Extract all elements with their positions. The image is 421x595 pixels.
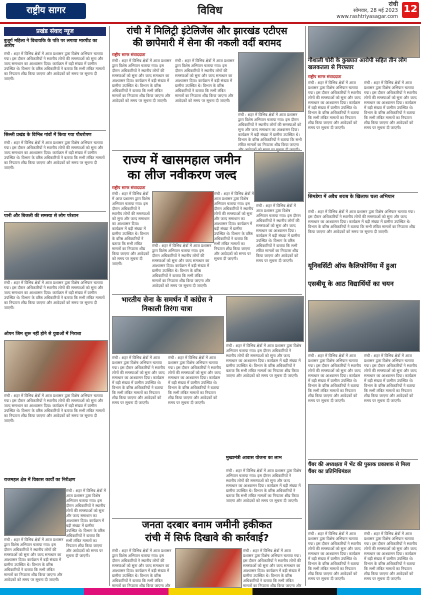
main-headline-line1: राज्य में खासमहाल जमीन: [123, 152, 241, 167]
university-story-body: रांची : शहर में विभिन्न क्षेत्रों में आज प्रशासन द्वारा विशेष अभियान चलाया गया। इस दौरान अधिकारियों ने स्थानीय लोगों की समस्याओं को सुना और जल्द समाधान का आश्वासन दिया। कार्यक्रम में बड़ी संख्या में ग्रामीण उपस्थित थे। विभाग के वरिष्ठ अधिकारियों ने बताया कि सभी लंबित मामलों का निपटारा शीघ्र किया जाएगा और आवेदकों को समय पर सूचना दी जाएगी।: [364, 353, 417, 403]
university-headline-line1: यूनिवर्सिटी ऑफ कैलिफोर्निया में हुआ: [308, 262, 397, 270]
top-headline-line2: की छापेमारी में सेना की नकली वर्दी बरामद: [132, 38, 282, 49]
column-divider: [305, 26, 306, 586]
divider: [4, 130, 106, 131]
university-story-body: रांची : शहर में विभिन्न क्षेत्रों में आज प्रशासन द्वारा विशेष अभियान चलाया गया। इस दौरान अधिकारियों ने स्थानीय लोगों की समस्याओं को सुना और जल्द समाधान का आश्वासन दिया। कार्यक्रम में बड़ी संख्या में ग्रामीण उपस्थित थे। विभाग के वरिष्ठ अधिकारियों ने बताया कि सभी लंबित मामलों का निपटारा शीघ्र किया जाएगा और आवेदकों को समय पर सूचना दी जाएगी।: [308, 353, 361, 403]
main-story-body: रांची : शहर में विभिन्न क्षेत्रों में आज प्रशासन द्वारा विशेष अभियान चलाया गया। इस दौरान अधिकारियों ने स्थानीय लोगों की समस्याओं को सुना और जल्द समाधान का आश्वासन दिया। कार्यक्रम में बड़ी संख्या में ग्रामीण उपस्थित थे। विभाग के वरिष्ठ अधिकारियों ने बताया कि सभी लंबित मामलों का निपटारा शीघ्र किया जाएगा और आवेदकों को समय पर सूचना दी जाएगी।: [214, 191, 254, 261]
left-story-headline: ओपन जिम शुरू नहीं होने से युवाओं में निराशा: [4, 332, 82, 337]
bottom-headline-line1: जनता दरबार बनाम जमीनी हकीकत: [142, 520, 272, 531]
date-text: सोमवार, 28 मई 2023: [353, 8, 398, 14]
left-story-photo: [4, 222, 108, 280]
right-top-photo: [308, 26, 420, 58]
top-story-body: रांची : शहर में विभिन्न क्षेत्रों में आज प्रशासन द्वारा विशेष अभियान चलाया गया। इस दौरान अधिकारियों ने स्थानीय लोगों की समस्याओं को सुना और जल्द समाधान का आश्वासन दिया। कार्यक्रम में बड़ी संख्या में ग्रामीण उपस्थित थे। विभाग के वरिष्ठ अधिकारियों ने बताया कि सभी लंबित मामलों का निपटारा शीघ्र किया जाएगा और आवेदकों को समय पर सूचना दी जाएगी।: [112, 58, 172, 103]
right-mid-headline: सिमडेगा में अवैध शराब के खिलाफ चला अभियान: [308, 195, 395, 200]
bottom-headline-line2: रांची में सिर्फ दिखावे की कार्रवाई?: [145, 533, 269, 544]
mid-headline: मुख्यमंत्री आवास योजना का लाभ: [226, 456, 282, 461]
city-name: रांची: [388, 1, 398, 8]
divider: [112, 294, 302, 295]
main-story-body: रांची : शहर में विभिन्न क्षेत्रों में आज प्रशासन द्वारा विशेष अभियान चलाया गया। इस दौरान अधिकारियों ने स्थानीय लोगों की समस्याओं को सुना और जल्द समाधान का आश्वासन दिया। कार्यक्रम में बड़ी संख्या में ग्रामीण उपस्थित थे। विभाग के वरिष्ठ अधिकारियों ने बताया कि सभी लंबित मामलों का निपटारा शीघ्र किया जाएगा और आवेदकों को समय पर सूचना दी जाएगी।: [256, 203, 301, 263]
rally-photo: [226, 296, 304, 342]
right-story-body: रांची : शहर में विभिन्न क्षेत्रों में आज प्रशासन द्वारा विशेष अभियान चलाया गया। इस दौरान अधिकारियों ने स्थानीय लोगों की समस्याओं को सुना और जल्द समाधान का आश्वासन दिया। कार्यक्रम में बड़ी संख्या में ग्रामीण उपस्थित थे। विभाग के वरिष्ठ अधिकारियों ने बताया कि सभी लंबित मामलों का निपटारा शीघ्र किया जाएगा और आवेदकों को समय पर सूचना दी जाएगी।: [308, 80, 361, 130]
newspaper-brand: राष्ट्रीय सागर: [6, 3, 86, 19]
top-story-body: रांची : शहर में विभिन्न क्षेत्रों में आज प्रशासन द्वारा विशेष अभियान चलाया गया। इस दौरान अधिकारियों ने स्थानीय लोगों की समस्याओं को सुना और जल्द समाधान का आश्वासन दिया। कार्यक्रम में बड़ी संख्या में ग्रामीण उपस्थित थे। विभाग के वरिष्ठ अधिकारियों ने बताया कि सभी लंबित मामलों का निपटारा शीघ्र किया जाएगा और आवेदकों को समय पर सूचना दी जाएगी।: [175, 58, 235, 103]
right-low-headline: चैंबर की अध्यक्षता में भेंट की पुस्तक प्रकाशक से मिला चैंबर का प्रतिनिधिमंडल: [308, 462, 411, 475]
divider: [4, 211, 106, 212]
section-title: विविध: [197, 4, 223, 17]
left-column-header: प्रखंड संवाद न्यूज: [4, 27, 106, 36]
mid-story-body: रांची : शहर में विभिन्न क्षेत्रों में आज प्रशासन द्वारा विशेष अभियान चलाया गया। इस दौरान अधिकारियों ने स्थानीय लोगों की समस्याओं को सुना और जल्द समाधान का आश्वासन दिया। कार्यक्रम में बड़ी संख्या में ग्रामीण उपस्थित थे। विभाग के वरिष्ठ अधिकारियों ने बताया कि सभी लंबित मामलों का निपटारा शीघ्र किया जाएगा और आवेदकों को समय पर सूचना दी जाएगी।: [226, 468, 302, 503]
left-story-headline: बुजुर्ग महिला ने विधायकि के पति पर लगाया मारपीट का आरोप: [4, 39, 98, 50]
main-story-photo: [152, 191, 214, 243]
university-headline-line2: एसबीयू के आठ विद्यार्थियों का चयन: [308, 280, 394, 288]
divider: [112, 150, 302, 151]
right-story-body: रांची : शहर में विभिन्न क्षेत्रों में आज प्रशासन द्वारा विशेष अभियान चलाया गया। इस दौरान अधिकारियों ने स्थानीय लोगों की समस्याओं को सुना और जल्द समाधान का आश्वासन दिया। कार्यक्रम में बड़ी संख्या में ग्रामीण उपस्थित थे। विभाग के वरिष्ठ अधिकारियों ने बताया कि सभी लंबित मामलों का निपटारा शीघ्र किया जाएगा और आवेदकों को समय पर सूचना दी जाएगी।: [364, 80, 417, 130]
left-story-body: रांची : शहर में विभिन्न क्षेत्रों में आज प्रशासन द्वारा विशेष अभियान चलाया गया। इस दौरान अधिकारियों ने स्थानीय लोगों की समस्याओं को सुना और जल्द समाधान का आश्वासन दिया। कार्यक्रम में बड़ी संख्या में ग्रामीण उपस्थित थे। विभाग के वरिष्ठ अधिकारियों ने बताया कि सभी लंबित मामलों का निपटारा शीघ्र किया जाएगा और आवेदकों को समय पर सूचना दी जाएगी।: [4, 393, 105, 423]
divider: [308, 192, 418, 193]
right-story-body: रांची : शहर में विभिन्न क्षेत्रों में आज प्रशासन द्वारा विशेष अभियान चलाया गया। इस दौरान अधिकारियों ने स्थानीय लोगों की समस्याओं को सुना और जल्द समाधान का आश्वासन दिया। कार्यक्रम में बड़ी संख्या में ग्रामीण उपस्थित थे। विभाग के वरिष्ठ अधिकारियों ने बताया कि सभी लंबित मामलों का निपटारा शीघ्र किया जाएगा और आवेदकों को समय पर सूचना दी जाएगी।: [308, 209, 416, 234]
divider: [112, 518, 302, 519]
second-story-body: रांची : शहर में विभिन्न क्षेत्रों में आज प्रशासन द्वारा विशेष अभियान चलाया गया। इस दौरान अधिकारियों ने स्थानीय लोगों की समस्याओं को सुना और जल्द समाधान का आश्वासन दिया। कार्यक्रम में बड़ी संख्या में ग्रामीण उपस्थित थे। विभाग के वरिष्ठ अधिकारियों ने बताया कि सभी लंबित मामलों का निपटारा शीघ्र किया जाएगा और आवेदकों को समय पर सूचना दी जाएगी।: [112, 355, 165, 405]
left-story-body: रांची : शहर में विभिन्न क्षेत्रों में आज प्रशासन द्वारा विशेष अभियान चलाया गया। इस दौरान अधिकारियों ने स्थानीय लोगों की समस्याओं को सुना और जल्द समाधान का आश्वासन दिया। कार्यक्रम में बड़ी संख्या में ग्रामीण उपस्थित थे। विभाग के वरिष्ठ अधिकारियों ने बताया कि सभी लंबित मामलों का निपटारा शीघ्र किया जाएगा और आवेदकों को समय पर सूचना दी जाएगी।: [4, 51, 105, 81]
bottom-story-body: रांची : शहर में विभिन्न क्षेत्रों में आज प्रशासन द्वारा विशेष अभियान चलाया गया। इस दौरान अधिकारियों ने स्थानीय लोगों की समस्याओं को सुना और जल्द समाधान का आश्वासन दिया। कार्यक्रम में बड़ी संख्या में ग्रामीण उपस्थित थे। विभाग के वरिष्ठ अधिकारियों ने बताया कि सभी लंबित मामलों का निपटारा शीघ्र किया जाएगा और: [112, 548, 172, 588]
top-story-body: रांची : शहर में विभिन्न क्षेत्रों में आज प्रशासन द्वारा विशेष अभियान चलाया गया। इस दौरान अधिकारियों ने स्थानीय लोगों की समस्याओं को सुना और जल्द समाधान का आश्वासन दिया। कार्यक्रम में बड़ी संख्या में ग्रामीण उपस्थित थे। विभाग के वरिष्ठ अधिकारियों ने बताया कि सभी लंबित मामलों का निपटारा शीघ्र किया जाएगा: [238, 112, 302, 147]
dateline: [312, 2, 398, 20]
website-text: www.rashtriyasagar.com: [336, 14, 398, 20]
rally-photo: [112, 316, 224, 354]
main-story-body: रांची : शहर में विभिन्न क्षेत्रों में आज प्रशासन द्वारा विशेष अभियान चलाया गया। इस दौरान अधिकारियों ने स्थानीय लोगों की समस्याओं को सुना और जल्द समाधान का आश्वासन दिया। कार्यक्रम में बड़ी संख्या में ग्रामीण उपस्थित थे। विभाग के वरिष्ठ अधिकारियों ने बताया कि सभी लंबित मामलों का निपटारा शीघ्र किया जाएगा और आवेदकों को समय पर सूचना दी जाएगी।: [152, 243, 212, 288]
right-story-body: रांची : शहर में विभिन्न क्षेत्रों में आज प्रशासन द्वारा विशेष अभियान चलाया गया। इस दौरान अधिकारियों ने स्थानीय लोगों की समस्याओं को सुना और जल्द समाधान का आश्वासन दिया। कार्यक्रम में बड़ी संख्या में ग्रामीण उपस्थित थे। विभाग के वरिष्ठ अधिकारियों ने बताया कि सभी लंबित मामलों का निपटारा शीघ्र किया जाएगा और आवेदकों को समय पर सूचना दी जाएगी।: [364, 531, 417, 581]
right-story-body: रांची : शहर में विभिन्न क्षेत्रों में आज प्रशासन द्वारा विशेष अभियान चलाया गया। इस दौरान अधिकारियों ने स्थानीय लोगों की समस्याओं को सुना और जल्द समाधान का आश्वासन दिया। कार्यक्रम में बड़ी संख्या में ग्रामीण उपस्थित थे। विभाग के वरिष्ठ अधिकारियों ने बताया कि सभी लंबित मामलों का निपटारा शीघ्र किया जाएगा और आवेदकों को समय पर सूचना दी जाएगी।: [308, 531, 361, 581]
byline: राष्ट्रीय सागर संवाददाता: [308, 74, 342, 79]
bottom-story-photo: [175, 548, 242, 588]
left-story-body: रांची : शहर में विभिन्न क्षेत्रों में आज प्रशासन द्वारा विशेष अभियान चलाया गया। इस दौरान अधिकारियों ने स्थानीय लोगों की समस्याओं को सुना और जल्द समाधान का आश्वासन दिया। कार्यक्रम में बड़ी संख्या में ग्रामीण उपस्थित थे। विभाग के वरिष्ठ अधिकारियों ने बताया कि सभी लंबित मामलों का निपटारा शीघ्र किया जाएगा और आवेदकों को समय पर सूचना दी जाएगी।: [4, 537, 64, 582]
left-story-headline: सिल्ली प्रखंड के विभिन्न गांवों में किया गया पौधरोपण: [4, 133, 92, 138]
second-story-body: रांची : शहर में विभिन्न क्षेत्रों में आज प्रशासन द्वारा विशेष अभियान चलाया गया। इस दौरान अधिकारियों ने स्थानीय लोगों की समस्याओं को सुना और जल्द समाधान का आश्वासन दिया। कार्यक्रम में बड़ी संख्या में ग्रामीण उपस्थित थे। विभाग के वरिष्ठ अधिकारियों ने बताया कि सभी लंबित मामलों का निपटारा शीघ्र किया जाएगा और आवेदकों को समय पर सूचना दी जाएगी।: [168, 355, 221, 405]
right-top-headline: गौशाली चोरी के कुख्यात आरोपी सहित तीन लोग खलकतला से गिरफ्तार: [308, 58, 407, 71]
left-story-headline: पानी और बिजली की समस्या से लोग परेशान: [4, 214, 79, 219]
column-divider: [109, 26, 110, 586]
university-photo: [308, 300, 420, 352]
main-headline-line2: का लीज नवीकरण जल्द: [127, 167, 237, 182]
left-story-headline: राजमहल क्षेत्र में विकास कार्यों का निरीक्षण: [4, 478, 76, 483]
divider: [308, 459, 418, 460]
top-headline-line1: रांची में मिलिट्री इंटेलिजेंस और झारखंड एटीएस: [126, 26, 288, 37]
portrait-photo: [254, 152, 304, 202]
main-story-body: रांची : शहर में विभिन्न क्षेत्रों में आज प्रशासन द्वारा विशेष अभियान चलाया गया। इस दौरान अधिकारियों ने स्थानीय लोगों की समस्याओं को सुना और जल्द समाधान का आश्वासन दिया। कार्यक्रम में बड़ी संख्या में ग्रामीण उपस्थित थे। विभाग के वरिष्ठ अधिकारियों ने बताया कि सभी लंबित मामलों का निपटारा शीघ्र किया जाएगा और आवेदकों को समय पर सूचना दी जाएगी।: [112, 191, 150, 266]
byline: राष्ट्रीय सागर संवाददाता: [112, 185, 146, 190]
second-story-body: रांची : शहर में विभिन्न क्षेत्रों में आज प्रशासन द्वारा विशेष अभियान चलाया गया। इस दौरान अधिकारियों ने स्थानीय लोगों की समस्याओं को सुना और जल्द समाधान का आश्वासन दिया। कार्यक्रम में बड़ी संख्या में ग्रामीण उपस्थित थे। विभाग के वरिष्ठ अधिकारियों ने बताया कि सभी लंबित मामलों का निपटारा शीघ्र किया जाएगा और आवेदकों को समय पर सूचना दी जाएगी।: [226, 343, 302, 378]
left-story-photo: [4, 340, 108, 392]
page-number: 12: [402, 2, 419, 18]
second-headline: भारतीय सेना के समर्थन में कांग्रेस ने निकाली तिरंगा यात्रा: [121, 296, 213, 313]
left-story-body: रांची : शहर में विभिन्न क्षेत्रों में आज प्रशासन द्वारा विशेष अभियान चलाया गया। इस दौरान अधिकारियों ने स्थानीय लोगों की समस्याओं को सुना और जल्द समाधान का आश्वासन दिया। कार्यक्रम में बड़ी संख्या में ग्रामीण उपस्थित थे। विभाग के वरिष्ठ अधिकारियों ने बताया कि सभी लंबित मामलों का निपटारा शीघ्र किया जाएगा और आवेदकों को समय पर सूचना दी जाएगी।: [4, 140, 105, 170]
masthead-rule: [0, 22, 421, 24]
bottom-story-body: रांची : शहर में विभिन्न क्षेत्रों में आज प्रशासन द्वारा विशेष अभियान चलाया गया। इस दौरान अधिकारियों ने स्थानीय लोगों की समस्याओं को सुना और जल्द समाधान का आश्वासन दिया। कार्यक्रम में बड़ी संख्या में ग्रामीण उपस्थित थे। विभाग के वरिष्ठ अधिकारियों ने बताया कि सभी लंबित मामलों का निपटारा शीघ्र किया जाएगा और: [243, 548, 302, 588]
byline: राष्ट्रीय सागर संवाददाता: [112, 52, 146, 57]
left-story-body: रांची : शहर में विभिन्न क्षेत्रों में आज प्रशासन द्वारा विशेष अभियान चलाया गया। इस दौरान अधिकारियों ने स्थानीय लोगों की समस्याओं को सुना और जल्द समाधान का आश्वासन दिया। कार्यक्रम में बड़ी संख्या में ग्रामीण उपस्थित थे। विभाग के वरिष्ठ अधिकारियों ने बताया कि सभी लंबित मामलों का निपटारा शीघ्र किया जाएगा और आवेदकों को समय पर सूचना दी जाएगी।: [66, 488, 106, 558]
left-story-photo: [4, 488, 66, 536]
left-story-body: रांची : शहर में विभिन्न क्षेत्रों में आज प्रशासन द्वारा विशेष अभियान चलाया गया। इस दौरान अधिकारियों ने स्थानीय लोगों की समस्याओं को सुना और जल्द समाधान का आश्वासन दिया। कार्यक्रम में बड़ी संख्या में ग्रामीण उपस्थित थे। विभाग के वरिष्ठ अधिकारियों ने बताया कि सभी लंबित मामलों का निपटारा शीघ्र किया जाएगा और आवेदकों को समय पर सूचना दी जाएगी।: [4, 280, 105, 310]
top-story-photo: [238, 52, 304, 112]
chamber-photo: [308, 484, 420, 530]
print-color-strip: [0, 588, 421, 595]
